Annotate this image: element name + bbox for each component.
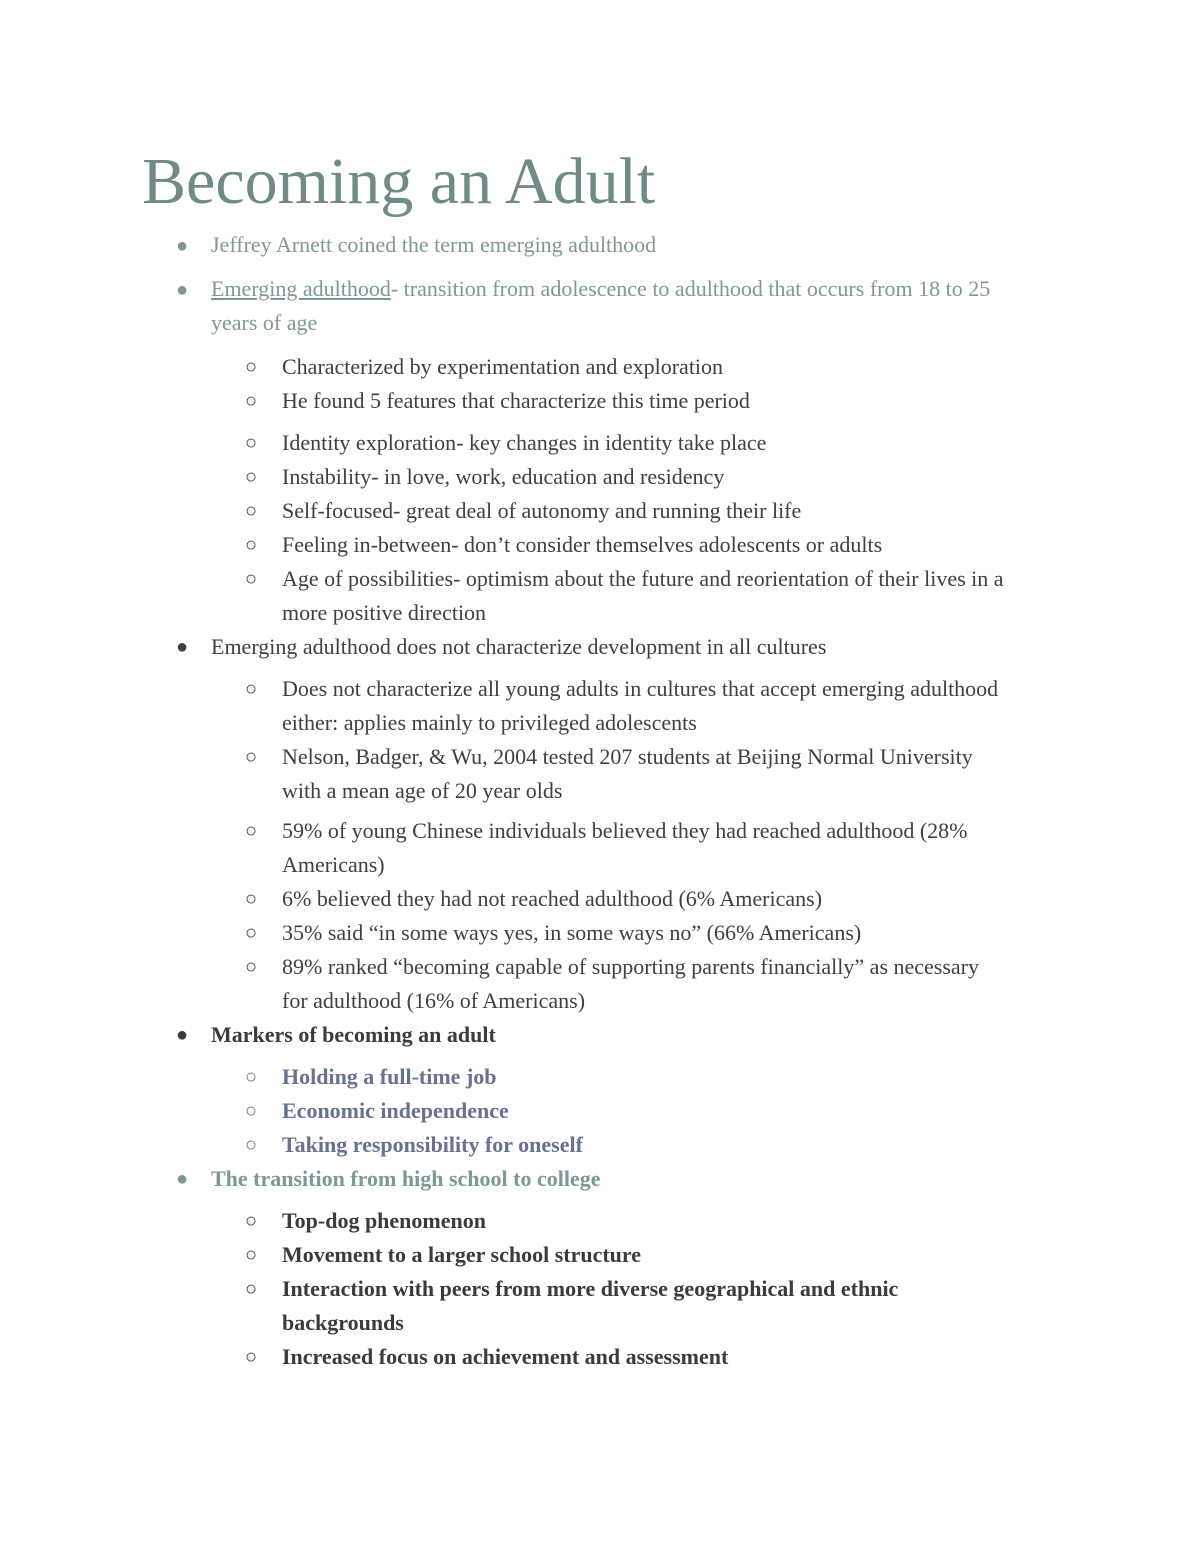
bullet-circle-icon: ○ (245, 956, 258, 978)
list-item: Feeling in-between- don’t consider themselves adolescents or adults (282, 532, 883, 557)
list-item-continuation: either: applies mainly to privileged adolescents (282, 710, 697, 735)
bullet-circle-icon: ○ (245, 1134, 258, 1156)
list-item: Increased focus on achievement and assessment (282, 1344, 729, 1369)
list-item: Holding a full-time job (282, 1064, 497, 1089)
list-item: Markers of becoming an adult (211, 1022, 496, 1047)
list-item: Jeffrey Arnett coined the term emerging adulthood (211, 232, 657, 257)
bullet-circle-icon: ○ (245, 356, 258, 378)
list-item: Identity exploration- key changes in identity take place (282, 430, 767, 455)
bullet-circle-icon: ○ (245, 678, 258, 700)
list-item: Emerging adulthood does not characterize development in all cultures (211, 634, 827, 659)
list-item (211, 272, 990, 306)
list-item: Interaction with peers from more diverse geographical and ethnic (282, 1276, 899, 1301)
list-item: Does not characterize all young adults in cultures that accept emerging adulthood (282, 676, 999, 701)
bullet-circle-icon: ○ (245, 1066, 258, 1088)
bullet-circle-icon: ○ (245, 1346, 258, 1368)
list-item-continuation: Americans) (282, 852, 385, 877)
list-item: 89% ranked “becoming capable of supporting parents financially” as necessary (282, 954, 980, 979)
bullet-disc-icon: ● (176, 1168, 189, 1190)
list-item: The transition from high school to college (211, 1166, 601, 1191)
list-item: He found 5 features that characterize this time period (282, 388, 750, 413)
bullet-circle-icon: ○ (245, 746, 258, 768)
list-item: 59% of young Chinese individuals believed they had reached adulthood (28% (282, 818, 968, 843)
bullet-circle-icon: ○ (245, 568, 258, 590)
list-item: 35% said “in some ways yes, in some ways no” (66% Americans) (282, 920, 862, 945)
bullet-circle-icon: ○ (245, 500, 258, 522)
list-item: Age of possibilities- optimism about the future and reorientation of their lives in a (282, 566, 1004, 591)
list-item-continuation: years of age (211, 310, 318, 335)
list-item-continuation: backgrounds (282, 1310, 404, 1335)
list-item-continuation: with a mean age of 20 year olds (282, 778, 563, 803)
list-item: Self-focused- great deal of autonomy and running their life (282, 498, 802, 523)
list-item-continuation: more positive direction (282, 600, 487, 625)
bullet-disc-icon: ● (176, 235, 189, 257)
list-item: Top-dog phenomenon (282, 1208, 486, 1233)
bullet-circle-icon: ○ (245, 390, 258, 412)
term-emerging-adulthood: Emerging adulthood (211, 276, 391, 301)
bullet-circle-icon: ○ (245, 432, 258, 454)
list-item-continuation: for adulthood (16% of Americans) (282, 988, 586, 1013)
list-item: Instability- in love, work, education and residency (282, 464, 725, 489)
bullet-circle-icon: ○ (245, 1278, 258, 1300)
list-item: Taking responsibility for oneself (282, 1132, 583, 1157)
page-title: Becoming an Adult (142, 145, 656, 218)
list-item: 6% believed they had not reached adulthood (6% Americans) (282, 886, 823, 911)
list-item: Movement to a larger school structure (282, 1242, 642, 1267)
list-item: Nelson, Badger, & Wu, 2004 tested 207 students at Beijing Normal University (282, 744, 973, 769)
bullet-circle-icon: ○ (245, 888, 258, 910)
bullet-circle-icon: ○ (245, 1244, 258, 1266)
bullet-circle-icon: ○ (245, 1100, 258, 1122)
bullet-circle-icon: ○ (245, 922, 258, 944)
bullet-circle-icon: ○ (245, 534, 258, 556)
definition-text: - transition from adolescence to adulthood that occurs from 18 to 25 (390, 276, 991, 301)
bullet-circle-icon: ○ (245, 466, 258, 488)
bullet-disc-icon: ● (176, 279, 189, 301)
bullet-circle-icon: ○ (245, 1210, 258, 1232)
bullet-disc-icon: ● (176, 636, 189, 658)
list-item: Economic independence (282, 1098, 509, 1123)
list-item: Characterized by experimentation and exploration (282, 354, 724, 379)
bullet-circle-icon: ○ (245, 820, 258, 842)
bullet-disc-icon: ● (176, 1024, 189, 1046)
